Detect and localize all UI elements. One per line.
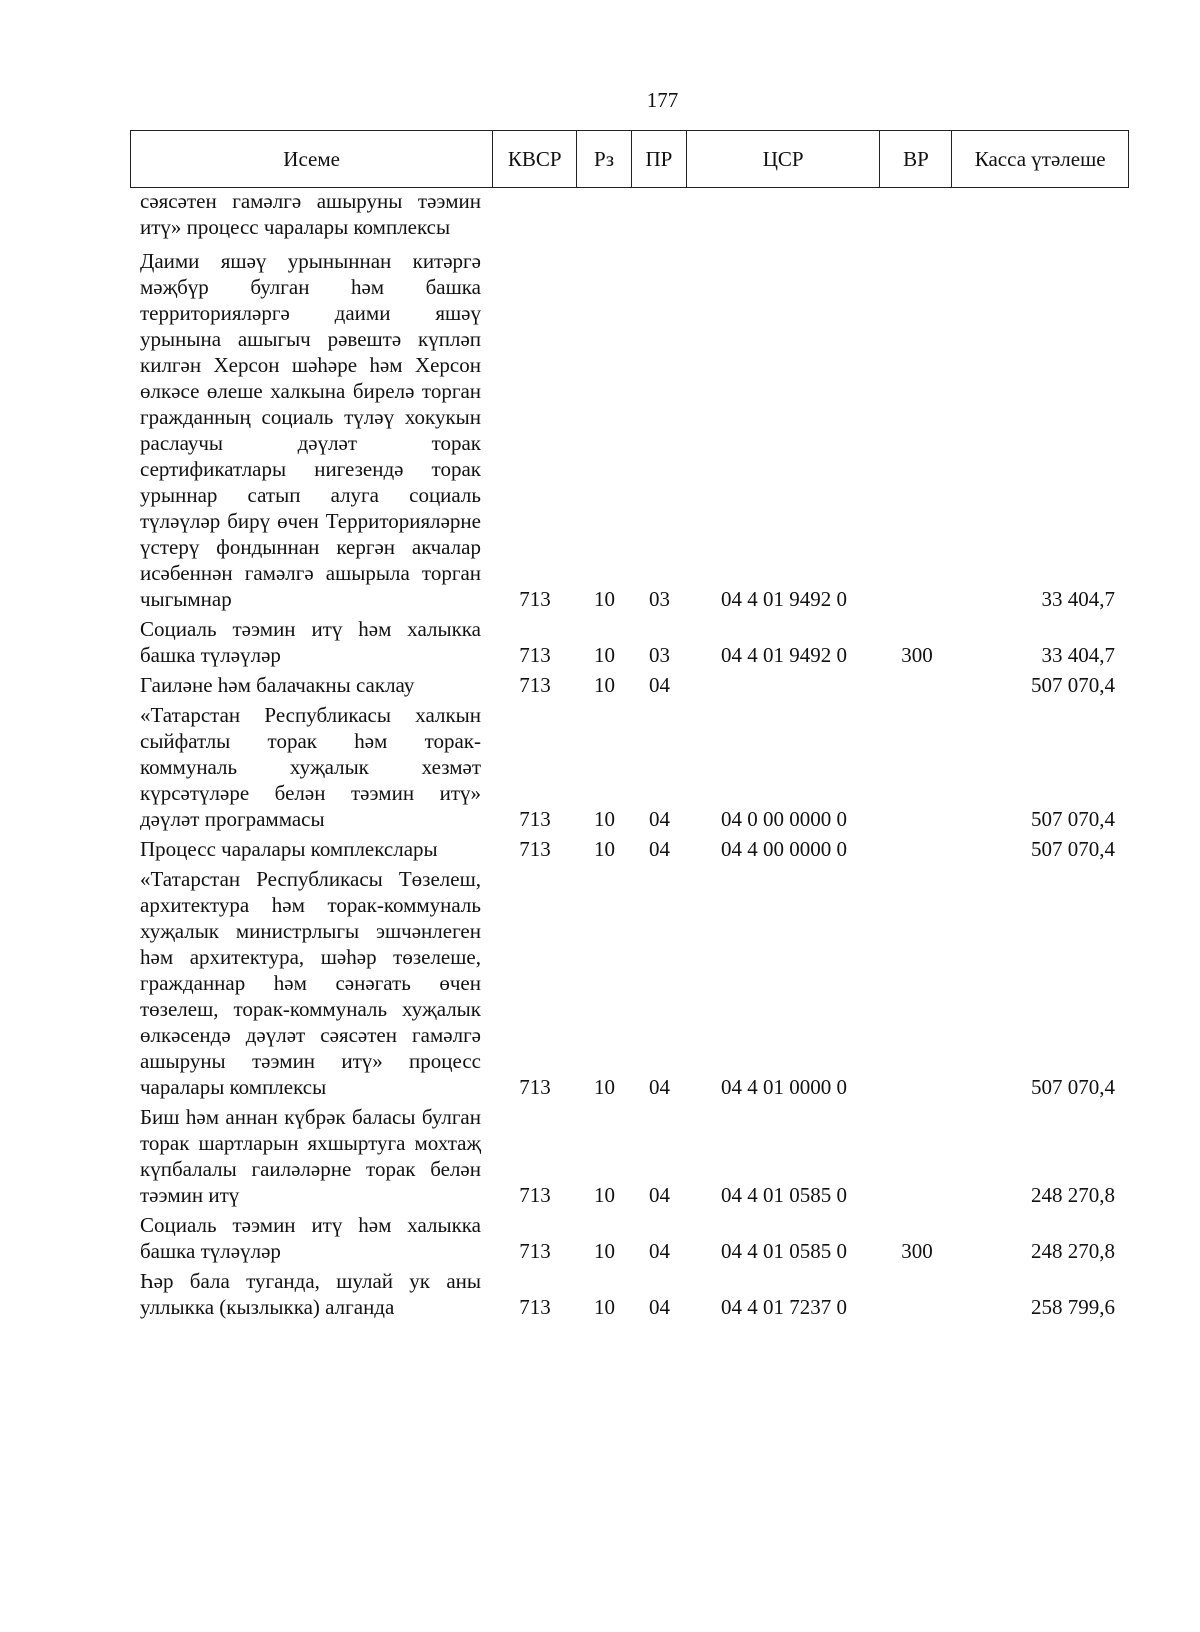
- row-kvsr: 713: [519, 643, 551, 667]
- row-name: сәясәтен гамәлгә ашыруны тәэмин итү» процесс чаралары комплексы: [140, 189, 481, 239]
- row-name: Процесс чаралары комплекслары: [140, 837, 438, 861]
- header-sum: Касса үтәлеше: [974, 147, 1106, 171]
- row-csr: 04 4 01 0000 0: [721, 1075, 847, 1099]
- row-sum: 258 799,6: [1031, 1295, 1115, 1319]
- table-row: [130, 836, 1129, 862]
- row-kvsr: 713: [519, 1075, 551, 1099]
- header-kvsr: КВСР: [493, 131, 577, 187]
- header-rz: Рз: [577, 131, 632, 187]
- row-name: Гаиләне һәм балачакны саклау: [140, 673, 415, 697]
- table-body: [130, 188, 1129, 1320]
- page-number: 177: [646, 88, 679, 112]
- row-pr: 04: [649, 673, 670, 697]
- row-csr: 04 0 00 0000 0: [721, 807, 847, 831]
- row-pr: 04: [649, 807, 670, 831]
- row-rz: 10: [594, 1183, 615, 1207]
- row-kvsr: 713: [519, 1239, 551, 1263]
- row-rz: 10: [594, 643, 615, 667]
- row-sum: 248 270,8: [1031, 1239, 1115, 1263]
- row-pr: 04: [649, 837, 670, 861]
- table-row: [130, 1104, 1129, 1208]
- row-rz: 10: [594, 1295, 615, 1319]
- row-rz: 10: [594, 807, 615, 831]
- row-sum: 507 070,4: [1031, 1075, 1115, 1099]
- row-kvsr: 713: [519, 1295, 551, 1319]
- header-name: Исеме: [131, 131, 493, 187]
- table-row: [130, 248, 1129, 612]
- table-row: [130, 672, 1129, 698]
- row-sum: 33 404,7: [1041, 587, 1115, 611]
- row-pr: 03: [649, 643, 670, 667]
- row-rz: 10: [594, 837, 615, 861]
- row-kvsr: 713: [519, 1183, 551, 1207]
- row-pr: 04: [649, 1239, 670, 1263]
- table-row: [130, 188, 1129, 240]
- row-name: Социаль тәэмин итү һәм халыкка башка түләүләр: [140, 617, 481, 667]
- header-vr: ВР: [880, 131, 952, 187]
- row-name: Социаль тәэмин итү һәм халыкка башка түләүләр: [140, 1213, 481, 1263]
- row-name: «Татарстан Республикасы Төзелеш, архитектура һәм торак-коммуналь хуҗалык министрлыгы эшчәнлеген һәм архитектура, шәһәр төзелеше, гражданнар һәм сәнәгать өчен төзелеш, торак-коммуналь хуҗалык өлкәсендә дәүләт сәясәтен гамәлгә ашыруны тәэмин итү» процесс чаралары комплексы: [140, 867, 481, 1099]
- row-csr: 04 4 01 7237 0: [721, 1295, 847, 1319]
- row-kvsr: 713: [519, 587, 551, 611]
- row-kvsr: 713: [519, 807, 551, 831]
- header-pr: ПР: [632, 131, 687, 187]
- row-rz: 10: [594, 673, 615, 697]
- row-sum: 507 070,4: [1031, 837, 1115, 861]
- row-csr: 04 4 01 9492 0: [721, 587, 847, 611]
- row-vr: 300: [901, 1239, 933, 1263]
- header-csr: ЦСР: [687, 131, 881, 187]
- row-name: Һәр бала туганда, шулай ук аны уллыкка (кызлыкка) алганда: [140, 1269, 481, 1319]
- table-header: [130, 130, 1129, 188]
- row-rz: 10: [594, 1239, 615, 1263]
- row-sum: 248 270,8: [1031, 1183, 1115, 1207]
- row-pr: 03: [649, 587, 670, 611]
- row-sum: 507 070,4: [1031, 673, 1115, 697]
- row-pr: 04: [649, 1075, 670, 1099]
- table-row: [130, 866, 1129, 1100]
- row-csr: 04 4 01 0585 0: [721, 1239, 847, 1263]
- table-row: [130, 702, 1129, 832]
- row-csr: 04 4 01 9492 0: [721, 643, 847, 667]
- table-row: [130, 616, 1129, 668]
- row-csr: 04 4 00 0000 0: [721, 837, 847, 861]
- row-sum: 507 070,4: [1031, 807, 1115, 831]
- row-csr: 04 4 01 0585 0: [721, 1183, 847, 1207]
- table-row: [130, 1212, 1129, 1264]
- row-vr: 300: [901, 643, 933, 667]
- row-rz: 10: [594, 587, 615, 611]
- row-kvsr: 713: [519, 673, 551, 697]
- table-row: [130, 1268, 1129, 1320]
- row-pr: 04: [649, 1183, 670, 1207]
- row-rz: 10: [594, 1075, 615, 1099]
- row-pr: 04: [649, 1295, 670, 1319]
- row-sum: 33 404,7: [1041, 643, 1115, 667]
- row-name: «Татарстан Республикасы халкын сыйфатлы торак һәм торак-коммуналь хуҗалык хезмәт күрсәтүләре белән тәэмин итү» дәүләт программасы: [140, 703, 481, 831]
- row-kvsr: 713: [519, 837, 551, 861]
- row-name: Даими яшәү урыныннан китәргә мәҗбүр булган һәм башка территорияләргә даими яшәү урынына ашыгыч рәвештә күпләп килгән Херсон шәһәре һәм Херсон өлкәсе өлеше халкына бирелә торган гражданның социаль түләү хокукын раслаучы дәүләт торак сертификатлары нигезендә торак урыннар сатып алуга социаль түләүләр бирү өчен Территорияләрне үстерү фондыннан кергән акчалар исәбеннән гамәлгә ашырыла торган чыгымнар: [140, 249, 481, 611]
- row-name: Биш һәм аннан күбрәк баласы булган торак шартларын яхшыртуга мохтаҗ күпбалалы гаиләләрне торак белән тәэмин итү: [140, 1105, 481, 1207]
